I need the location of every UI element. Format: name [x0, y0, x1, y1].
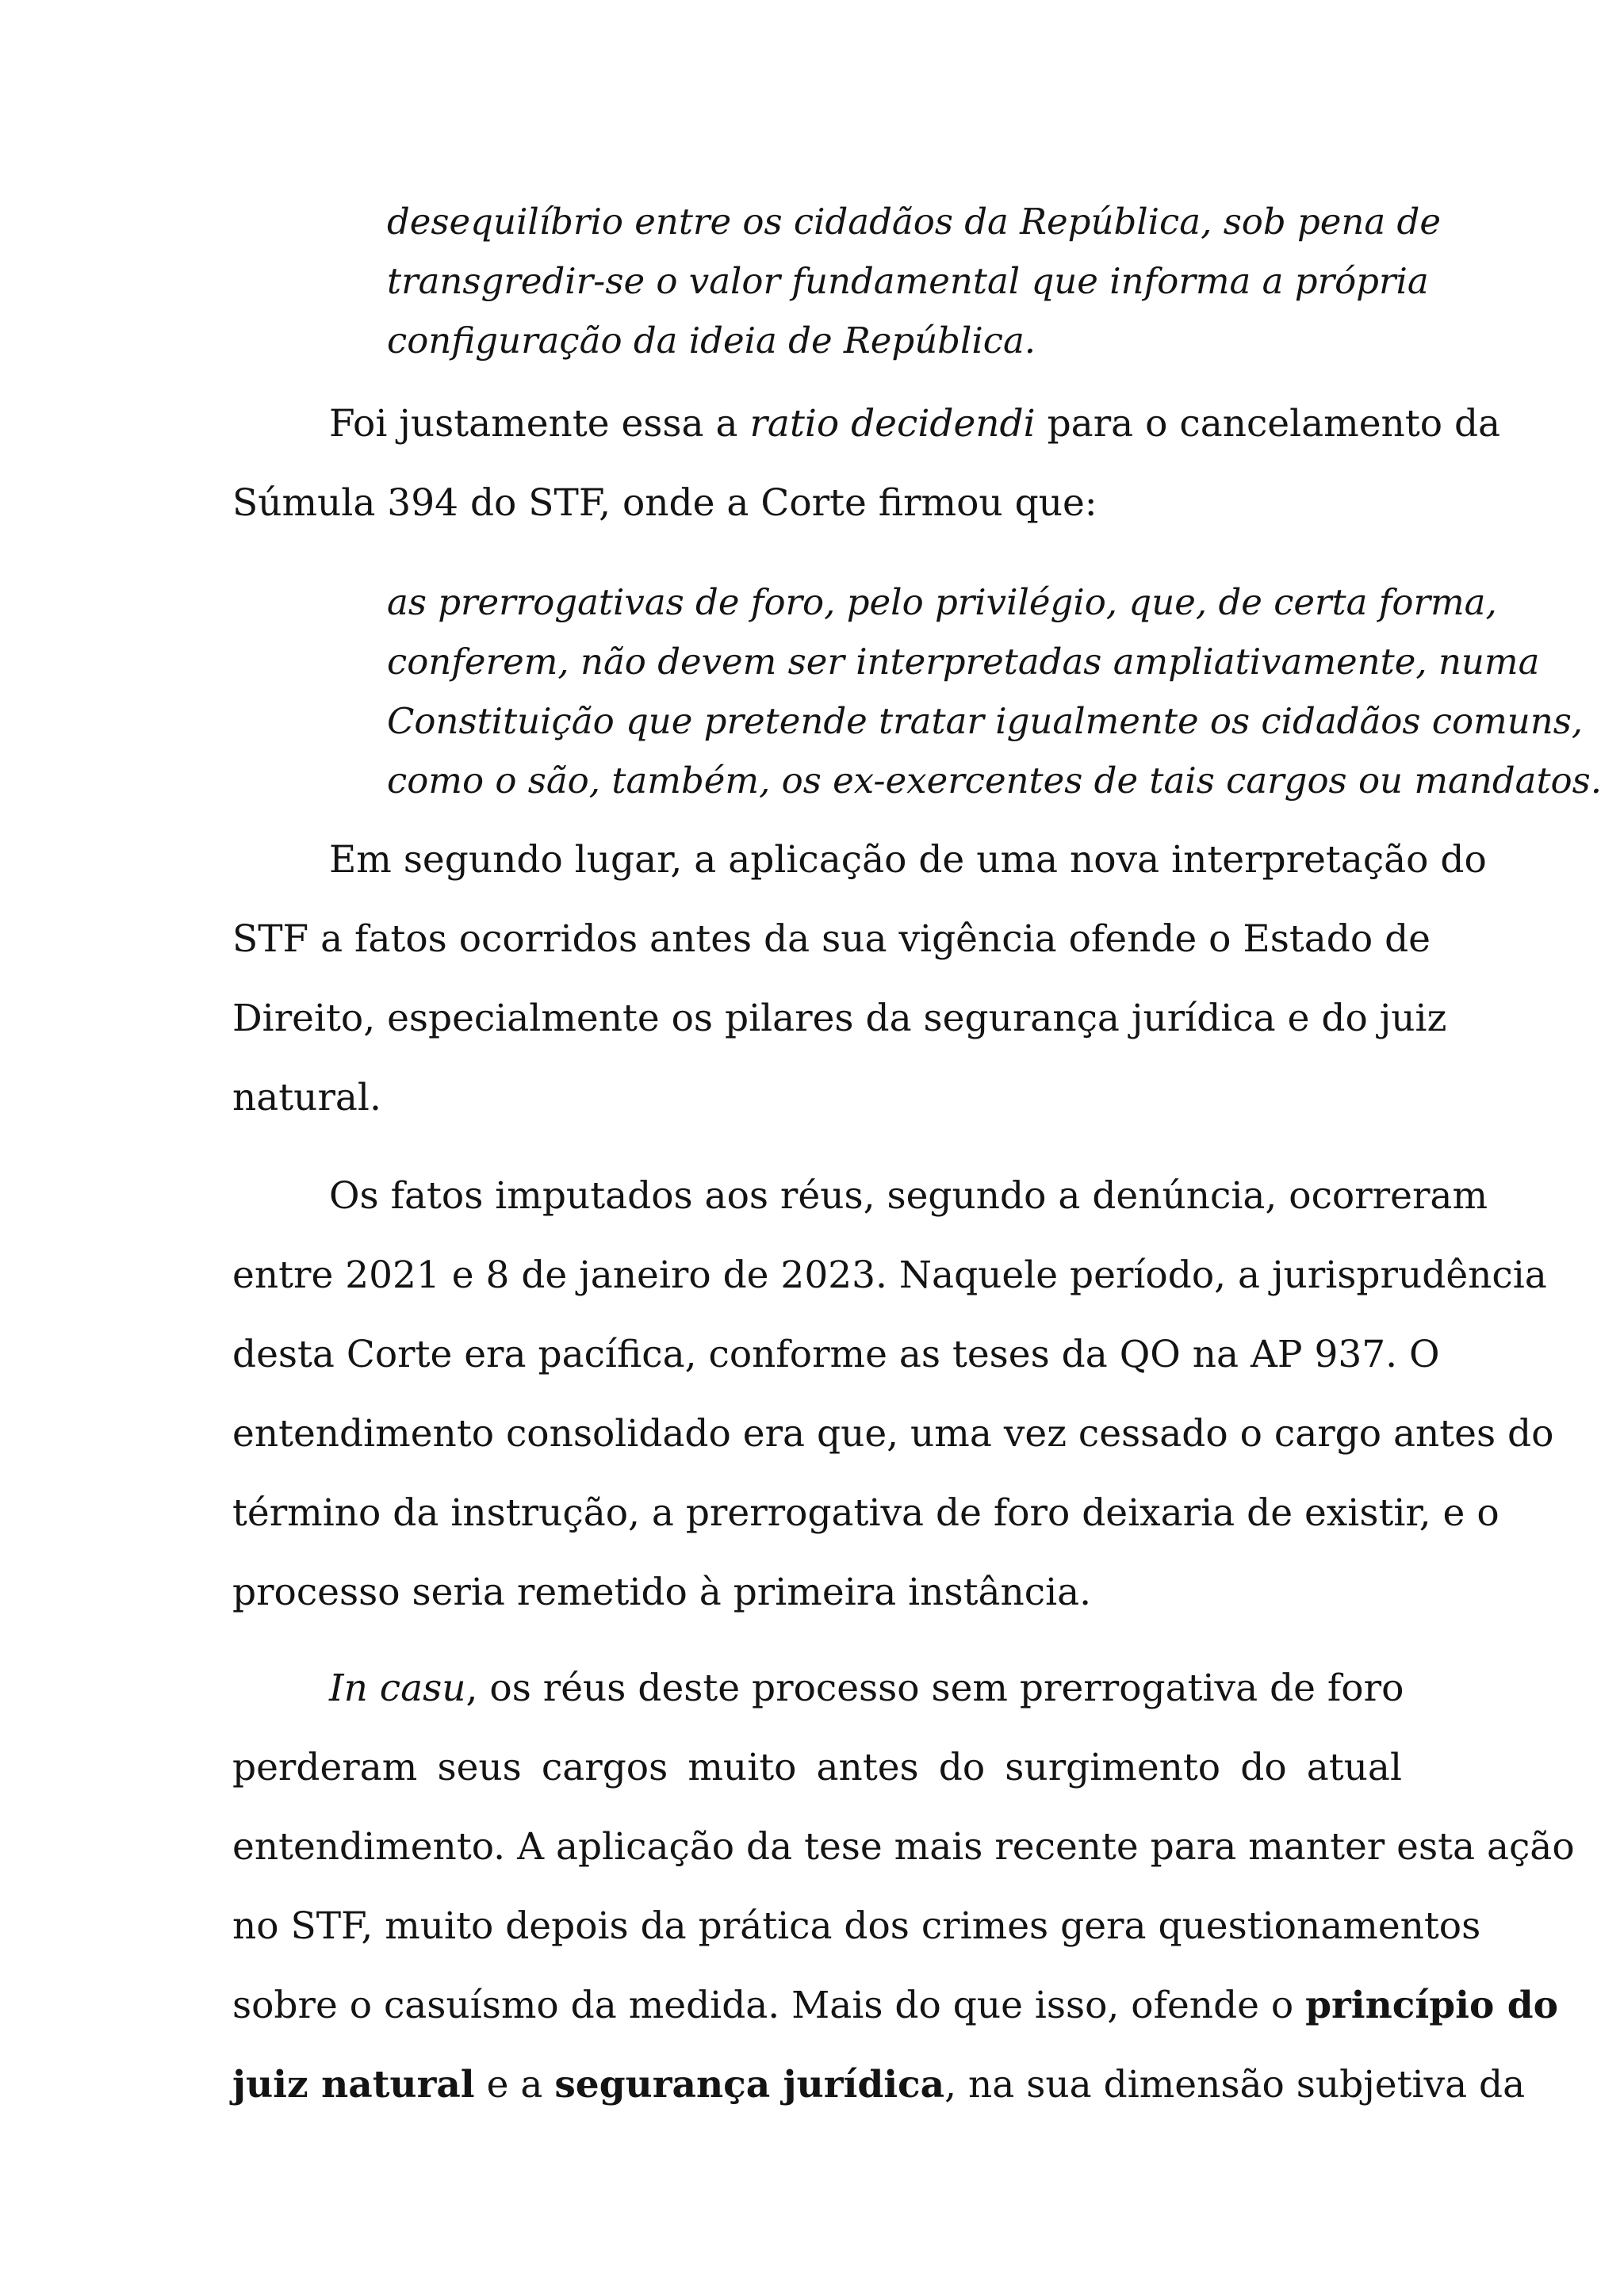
- block-quote-republica: [387, 192, 1441, 370]
- paragraph-line: [232, 385, 1501, 464]
- paragraph-line: [232, 2045, 1526, 2125]
- paragraph-line: Direito, especialmente os pilares da segurança jurídica e do juiz: [232, 997, 1447, 1040]
- text-run: e a: [474, 2063, 555, 2107]
- paragraph-line: Em segundo lugar, a aplicação de uma nova interpretação do: [329, 838, 1487, 882]
- paragraph-line: Os fatos imputados aos réus, segundo a denúncia, ocorreram: [329, 1174, 1488, 1218]
- paragraph-line: perderam seus cargos muito antes do surgimento do atual: [232, 1746, 1402, 1789]
- latin-term: ratio decidendi: [749, 402, 1036, 446]
- paragraph-line: Súmula 394 do STF, onde a Corte firmou que:: [232, 481, 1097, 525]
- paragraph-line: entre 2021 e 8 de janeiro de 2023. Naquele período, a jurisprudência: [232, 1253, 1547, 1297]
- bold-term: juiz natural: [232, 2063, 475, 2107]
- paragraph-line: natural.: [232, 1076, 381, 1119]
- latin-term: In casu: [329, 1667, 466, 1710]
- text-run: , na sua dimensão subjetiva da: [944, 2063, 1526, 2107]
- paragraph-fatos-imputados: [232, 1157, 1554, 1632]
- bold-term: segurança jurídica: [554, 2063, 945, 2107]
- paragraph-line: STF a fatos ocorridos antes da sua vigência ofende o Estado de: [232, 917, 1431, 961]
- paragraph-line: processo seria remetido à primeira instância.: [232, 1571, 1092, 1614]
- text-run: sobre o casuísmo da medida. Mais do que isso, ofende o: [232, 1984, 1306, 2027]
- paragraph-ratio-decidendi: [232, 385, 1501, 543]
- bold-term: princípio do: [1305, 1984, 1558, 2027]
- quote-line: transgredir-se o valor fundamental que informa a própria: [387, 260, 1429, 302]
- quote-line: como o são, também, os ex-exercentes de tais cargos ou mandatos.: [387, 760, 1603, 802]
- quote-line: configuração da ideia de República.: [387, 320, 1036, 362]
- text-run: , os réus deste processo sem prerrogativa de foro: [465, 1667, 1404, 1710]
- paragraph-in-casu: [232, 1649, 1575, 2125]
- paragraph-line: entendimento. A aplicação da tese mais recente para manter esta ação: [232, 1825, 1575, 1869]
- block-quote-prerrogativas: [387, 572, 1603, 810]
- text-run: Foi justamente essa a: [329, 402, 750, 446]
- quote-line: desequilíbrio entre os cidadãos da República, sob pena de: [387, 201, 1441, 243]
- paragraph-line: [232, 1649, 1402, 1728]
- quote-line: as prerrogativas de foro, pelo privilégio, que, de certa forma,: [387, 581, 1497, 623]
- quote-line: Constituição que pretende tratar igualmente os cidadãos comuns,: [387, 700, 1584, 742]
- paragraph-line: no STF, muito depois da prática dos crimes gera questionamentos: [232, 1904, 1481, 1948]
- paragraph-segundo-lugar: [232, 821, 1487, 1138]
- quote-line: conferem, não devem ser interpretadas ampliativamente, numa: [387, 641, 1540, 683]
- paragraph-line: término da instrução, a prerrogativa de foro deixaria de existir, e o: [232, 1491, 1500, 1535]
- paragraph-line: desta Corte era pacífica, conforme as teses da QO na AP 937. O: [232, 1333, 1440, 1376]
- paragraph-line: [232, 1966, 1558, 2045]
- text-run: para o cancelamento da: [1035, 402, 1501, 446]
- paragraph-line: entendimento consolidado era que, uma vez cessado o cargo antes do: [232, 1412, 1554, 1456]
